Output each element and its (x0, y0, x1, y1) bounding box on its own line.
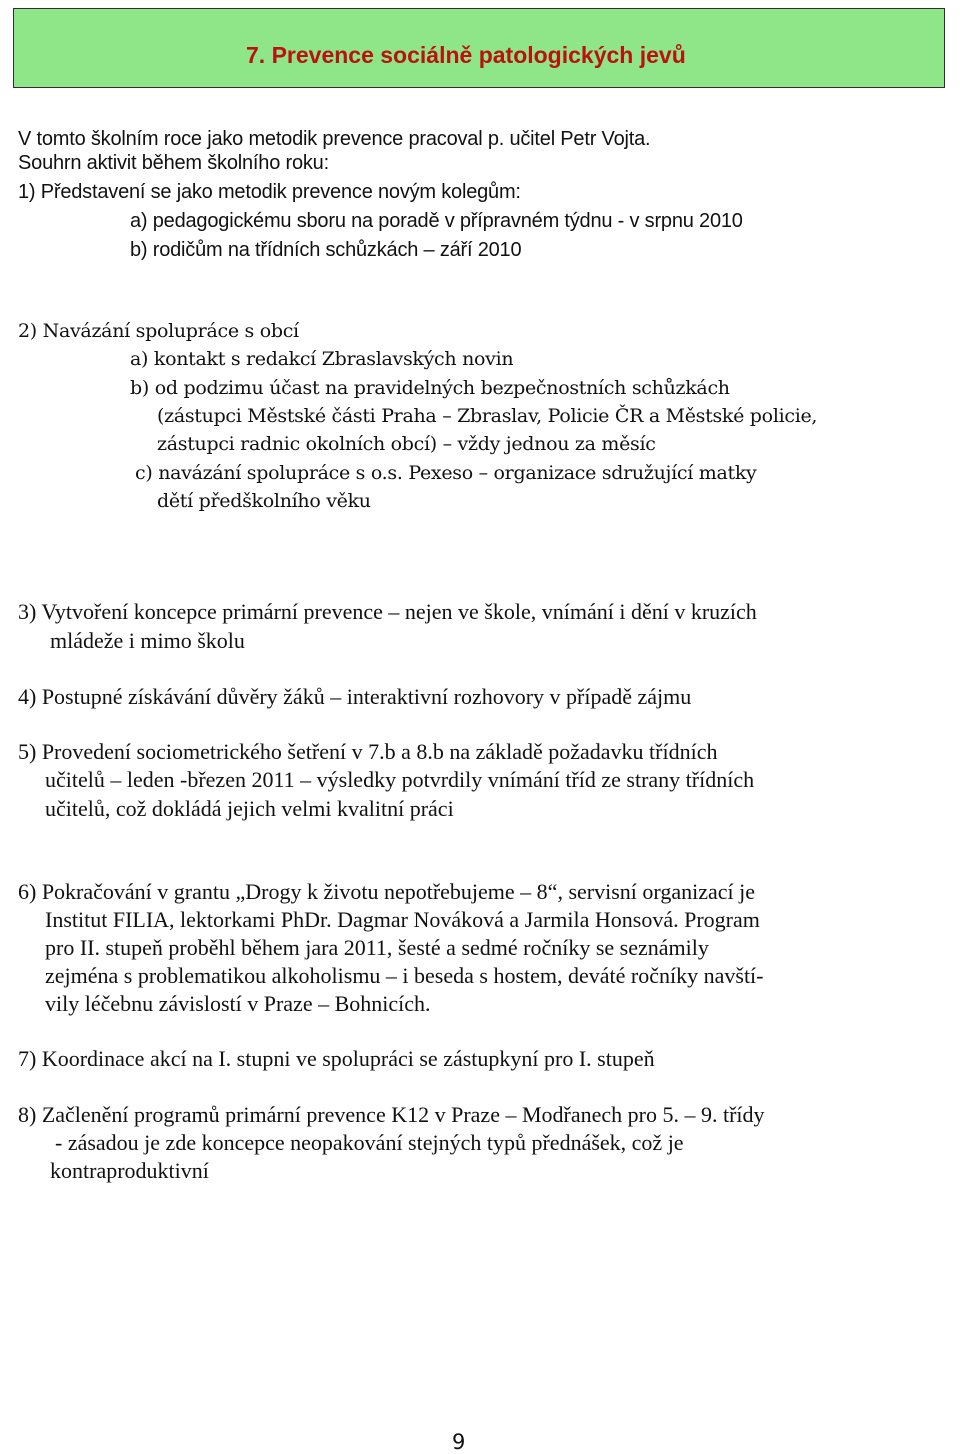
section6-line: pro II. stupeň proběhl během jara 2011, šesté a sedmé ročníky se seznámily (45, 935, 709, 960)
section2-line: b) od podzimu účast na pravidelných bezpečnostních schůzkách (130, 377, 730, 399)
section2-line: a) kontakt s redakcí Zbraslavských novin (130, 348, 514, 370)
section2-line: dětí předškolního věku (157, 490, 371, 512)
section8-line: - zásadou je zde koncepce neopakování stejných typů přednášek, což je (55, 1130, 684, 1155)
section2-line: zástupci radnic okolních obcí) – vždy jednou za měsíc (157, 433, 656, 455)
section6-line: 6) Pokračování v grantu „Drogy k životu nepotřebujeme – 8“, servisní organizací je (18, 879, 755, 904)
page-number: 9 (452, 1430, 466, 1454)
intro-line: V tomto školním roce jako metodik prevence pracoval p. učitel Petr Vojta. (18, 128, 651, 150)
section6-line: Institut FILIA, lektorkami PhDr. Dagmar Nováková a Jarmila Honsová. Program (45, 907, 760, 932)
section6-line: zejména s problematikou alkoholismu – i beseda s hostem, deváté ročníky navští- (45, 963, 764, 988)
section3-line: 3) Vytvoření koncepce primární prevence – nejen ve škole, vnímání i dění v kruzích (18, 599, 757, 624)
intro-line: Souhrn aktivit během školního roku: (18, 152, 329, 174)
section5-line: 5) Provedení sociometrického šetření v 7.b a 8.b na základě požadavku třídních (18, 739, 718, 764)
section3-line: mládeže i mimo školu (50, 628, 245, 653)
section8-line: kontraproduktivní (50, 1158, 209, 1183)
section5-line: učitelů – leden -březen 2011 – výsledky potvrdily vnímání tříd ze strany třídních (45, 767, 755, 792)
header-banner (13, 8, 945, 88)
page-title: 7. Prevence sociálně patologických jevů (246, 42, 686, 68)
section2-line: 2) Navázání spolupráce s obcí (18, 320, 299, 342)
section4-line: 4) Postupné získávání důvěry žáků – interaktivní rozhovory v případě zájmu (18, 684, 692, 709)
section5-line: učitelů, což dokládá jejich velmi kvalitní práci (45, 796, 454, 821)
section2-line: (zástupci Městské části Praha – Zbraslav, Policie ČR a Městské policie, (157, 405, 818, 427)
section6-line: vily léčebnu závislostí v Praze – Bohnicích. (45, 991, 431, 1016)
intro-line: b) rodičům na třídních schůzkách – září 2010 (130, 239, 522, 261)
section8-line: 8) Začlenění programů primární prevence K12 v Praze – Modřanech pro 5. – 9. třídy (18, 1102, 765, 1127)
section2-line: c) navázání spolupráce s o.s. Pexeso – organizace sdružující matky (135, 462, 757, 484)
intro-line: 1) Představení se jako metodik prevence novým kolegům: (18, 181, 521, 203)
section7-line: 7) Koordinace akcí na I. stupni ve spolupráci se zástupkyní pro I. stupeň (18, 1046, 655, 1071)
intro-line: a) pedagogickému sboru na poradě v přípravném týdnu - v srpnu 2010 (130, 210, 743, 232)
